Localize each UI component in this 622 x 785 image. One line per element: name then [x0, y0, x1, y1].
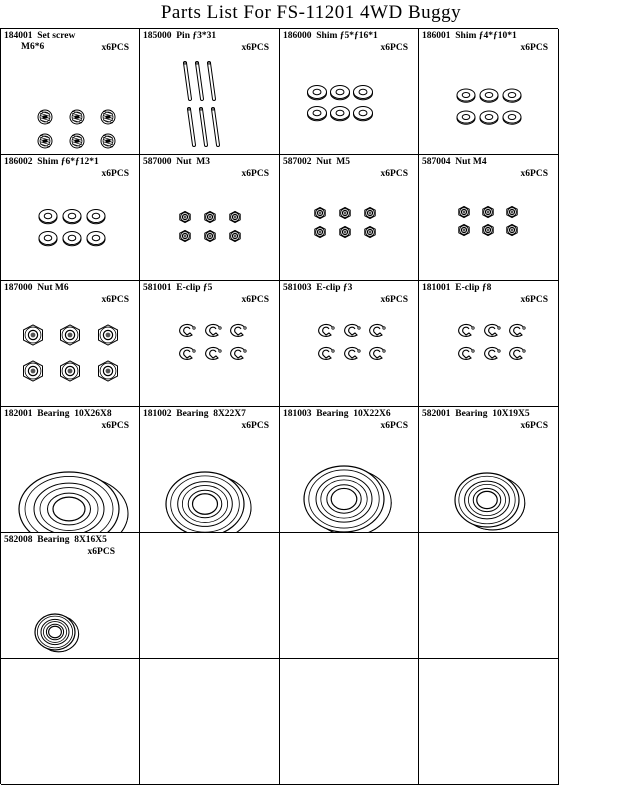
part-label: 581003 E-clip ƒ3	[283, 283, 353, 293]
part-cell-582008	[1, 533, 140, 659]
part-cell-185000	[140, 29, 280, 155]
part-label: 581001 E-clip ƒ5	[143, 283, 213, 293]
part-label: 182001 Bearing 10X26X8	[4, 409, 112, 419]
part-cell-587002	[280, 155, 419, 281]
part-label: 181003 Bearing 10X22X6	[283, 409, 391, 419]
part-quantity: x6PCS	[101, 295, 129, 305]
part-cell-186000	[280, 29, 419, 155]
bearing-icon	[1, 533, 139, 658]
part-label: 587004 Nut M4	[422, 157, 487, 167]
part-quantity: x6PCS	[87, 547, 115, 557]
part-label: 582001 Bearing 10X19X5	[422, 409, 530, 419]
empty-cell	[1, 659, 140, 785]
empty-cell	[419, 533, 559, 659]
part-cell-587000	[140, 155, 280, 281]
part-quantity: x6PCS	[101, 169, 129, 179]
part-cell-587004	[419, 155, 559, 281]
part-label: 587002 Nut M5	[283, 157, 351, 167]
part-cell-187000	[1, 281, 140, 407]
part-label: 181002 Bearing 8X22X7	[143, 409, 246, 419]
part-quantity: x6PCS	[520, 43, 548, 53]
part-label: 186001 Shim ƒ4*ƒ10*1	[422, 31, 517, 41]
empty-cell	[140, 659, 280, 785]
part-label: 186000 Shim ƒ5*ƒ16*1	[283, 31, 378, 41]
part-cell-582001	[419, 407, 559, 533]
part-quantity: x6PCS	[520, 169, 548, 179]
part-cell-186001	[419, 29, 559, 155]
part-label: 587000 Nut M3	[143, 157, 211, 167]
part-quantity: x6PCS	[241, 169, 269, 179]
part-label: 181001 E-clip ƒ8	[422, 283, 492, 293]
part-cell-184001	[1, 29, 140, 155]
part-cell-581003	[280, 281, 419, 407]
empty-cell	[140, 533, 280, 659]
part-label: 187000 Nut M6	[4, 283, 69, 293]
empty-cell	[280, 659, 419, 785]
part-quantity: x6PCS	[520, 295, 548, 305]
part-cell-581001	[140, 281, 280, 407]
empty-cell	[280, 533, 419, 659]
part-label: 185000 Pin ƒ3*31	[143, 31, 217, 41]
empty-cell	[419, 659, 559, 785]
part-quantity: x6PCS	[101, 43, 129, 53]
part-size: M6*6	[21, 42, 45, 52]
part-cell-186002	[1, 155, 140, 281]
page-title: Parts List For FS-11201 4WD Buggy	[160, 2, 462, 23]
part-quantity: x6PCS	[241, 295, 269, 305]
part-quantity: x6PCS	[101, 421, 129, 431]
part-label: 582008 Bearing 8X16X5	[4, 535, 107, 545]
part-quantity: x6PCS	[241, 43, 269, 53]
part-cell-181002	[140, 407, 280, 533]
part-quantity: x6PCS	[380, 169, 408, 179]
part-cell-182001	[1, 407, 140, 533]
part-label: 186002 Shim ƒ6*ƒ12*1	[4, 157, 99, 167]
part-cell-181003	[280, 407, 419, 533]
parts-grid	[0, 28, 558, 784]
part-quantity: x6PCS	[380, 295, 408, 305]
part-quantity: x6PCS	[380, 43, 408, 53]
part-label: 184001 Set screw	[4, 31, 76, 41]
part-quantity: x6PCS	[520, 421, 548, 431]
part-quantity: x6PCS	[241, 421, 269, 431]
part-cell-181001	[419, 281, 559, 407]
part-quantity: x6PCS	[380, 421, 408, 431]
